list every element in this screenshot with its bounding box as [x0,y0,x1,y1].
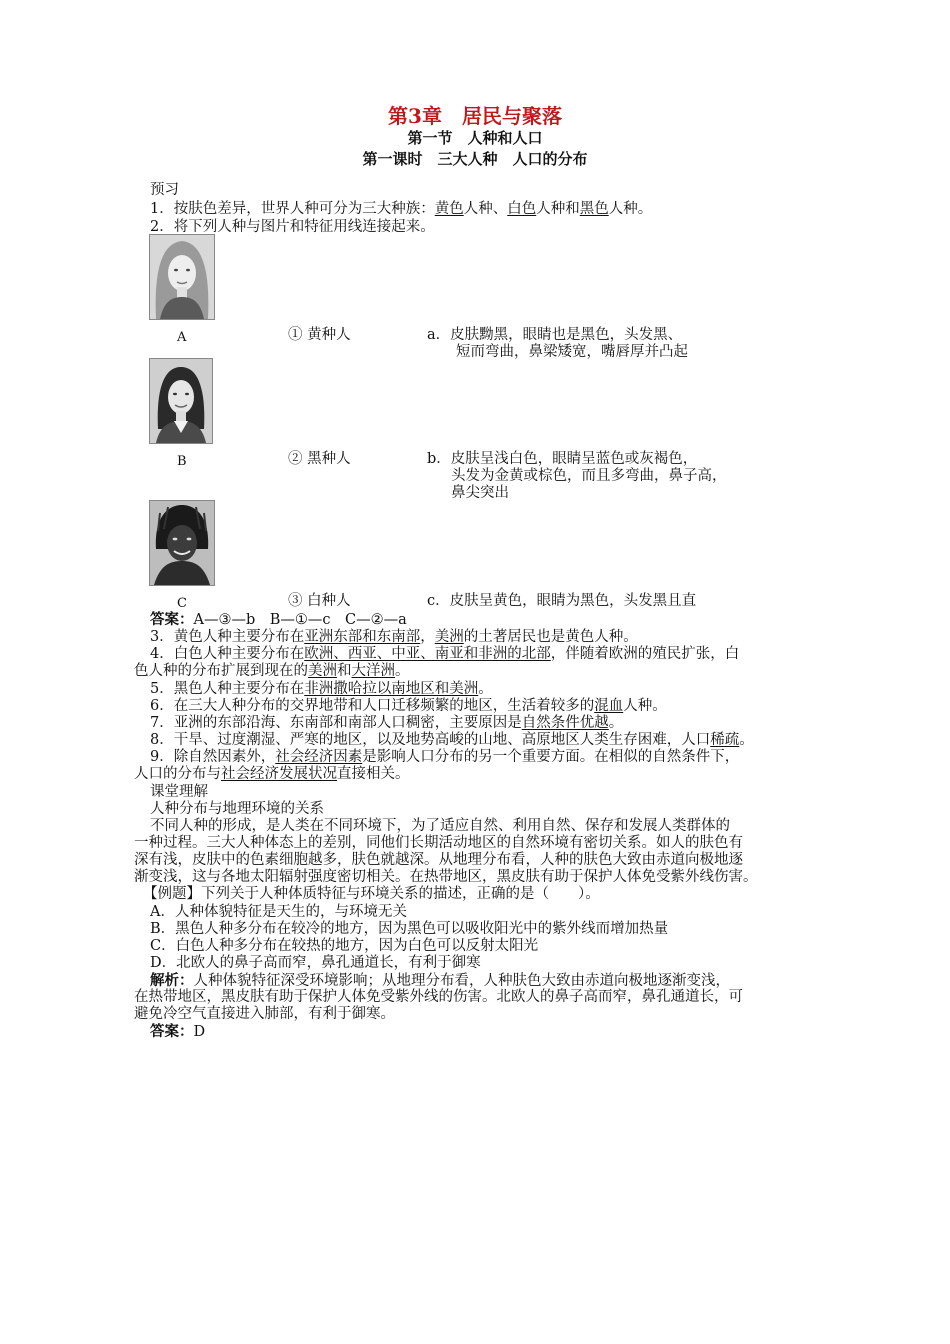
answer-blank: 亚洲东部和东南部 [304,629,421,645]
option-3: ③ 白种人 [288,593,351,609]
answer-blank: 稀疏 [710,732,740,748]
answer-blank: 美洲 [434,629,464,645]
feature-b-line3: 鼻尖突出 [451,485,509,501]
paragraph-line: 渐变浅，这与各地太阳辐射强度密切相关。在热带地区，黑皮肤有助于保护人体免受紫外线伤害。 [134,869,758,885]
q-text: 6．在三大人种分布的交界地带和人口迁移频繁的地区，生活着较多的 [150,698,595,714]
analysis-label: 解析： [150,972,194,989]
option-c: C．白色人种多分布在较热的地方，因为白色可以反射太阳光 [150,938,539,954]
q-text: 人种。 [608,201,653,217]
chapter-title: 第3章 居民与聚落 [388,104,562,128]
final-answer [150,1022,205,1042]
q-text: 直接相关。 [337,766,410,782]
answer-blank: 非洲撒哈拉以南地区和美洲 [304,681,479,697]
photo-label-a: A [177,330,187,345]
classroom-topic: 人种分布与地理环境的关系 [150,801,324,817]
preview-heading: 预习 [150,182,179,198]
answer-text: A—③—b B—①—c C—②—a [193,612,407,628]
q-text: 。 [395,663,410,679]
analysis-line: 避免冷空气直接进入肺部，有利于御寒。 [134,1006,395,1022]
analysis-line: 在热带地区，黑皮肤有助于保护人体免受紫外线的伤害。北欧人的鼻子高而窄，鼻孔通道长，可 [134,989,743,1005]
feature-b-line2: 头发为金黄或棕色，而且多弯曲，鼻子高， [451,468,727,484]
classroom-heading: 课堂理解 [150,784,208,800]
answer-blank: 自然条件优越 [521,715,609,731]
q-text: 8．干旱、过度潮湿、严寒的地区，以及地势高峻的山地、高原地区人类生存困难，人口 [150,732,711,748]
q-text: 1．按肤色差异，世界人种可分为三大种族： [150,201,435,217]
portrait-photo-a [149,234,215,320]
q-text: 。 [739,732,754,748]
q-text: 色人种的分布扩展到现在的 [134,663,308,679]
option-2: ② 黑种人 [288,451,351,467]
q-text: 人种和 [536,201,580,217]
question-1 [150,200,652,219]
answer-blank: 社会经济发展状况 [221,766,337,782]
question-4-cont [134,662,410,681]
answer-blank: 黄色 [434,201,464,217]
feature-a-line1: a．皮肤黝黑，眼睛也是黑色，头发黑、 [427,327,683,343]
answer-blank: 社会经济因素 [275,749,363,765]
paragraph-line: 不同人种的形成，是人类在不同环境下，为了适应自然、利用自然、保存和发展人类群体的 [150,818,730,834]
answer-label: 答案： [150,1023,194,1040]
feature-a-line2: 短而弯曲，鼻梁矮宽，嘴唇厚并凸起 [456,344,688,360]
answer-blank: 大洋洲 [351,663,395,679]
section-title: 第一节 人种和人口 [407,129,543,147]
option-b: B．黑色人种多分布在较冷的地方，因为黑色可以吸收阳光中的紫外线而增加热量 [150,921,669,937]
paragraph-line: 一种过程。三大人种体态上的差别，同他们长期活动地区的自然环境有密切关系。如人的肤色有 [134,835,743,851]
option-d: D．北欧人的鼻子高而窄，鼻孔通道长，有利于御寒 [150,955,481,971]
q-text: 人种、 [463,201,508,217]
q-text: 5．黑色人种主要分布在 [150,681,305,697]
portrait-photo-c [149,500,215,586]
q-text: 。 [608,715,624,731]
question-2: 2．将下列人种与图片和特征用线连接起来。 [150,219,435,235]
option-a: A．人种体貌特征是天生的，与环境无关 [150,904,407,920]
answer-blank: 美洲 [308,663,337,679]
q-text: ，伴随着欧洲的殖民扩张，白 [550,646,740,662]
q-text: 4．白色人种主要分布在 [150,646,305,662]
paragraph-line: 深有浅，皮肤中的色素细胞越多，肤色就越深。从地理分布看，人种的肤色大致由赤道向极地逐 [134,852,743,868]
q-text: 和 [337,663,352,679]
question-9-cont [134,765,410,784]
feature-c-line1: c．皮肤呈黄色，眼睛为黑色，头发黑且直 [427,593,697,609]
q-text: ， [420,629,435,645]
q-text: 9．除自然因素外， [150,749,276,765]
q-text: 人种。 [623,698,667,714]
q-text: 。 [478,681,493,697]
feature-b-line1: b．皮肤呈浅白色，眼睛呈蓝色或灰褐色， [427,451,698,467]
analysis-text: 人种体貌特征深受环境影响；从地理分布看，人种肤色大致由赤道向极地逐渐变浅， [193,973,730,989]
answer-blank: 黑色 [579,201,609,217]
answer-blank: 混血 [594,698,624,714]
photo-label-c: C [177,596,187,611]
answer-text: D [193,1024,206,1040]
answer-label: 答案： [150,611,194,628]
option-1: ① 黄种人 [288,327,351,343]
answer-blank: 白色 [507,201,537,217]
q-text: 3．黄色人种主要分布在 [150,629,305,645]
photo-label-b: B [177,454,187,469]
answer-blank: 欧洲、西亚、中亚、南亚和非洲的北部 [304,646,551,662]
portrait-photo-b [149,358,213,444]
example-question: 【例题】下列关于人种体质特征与环境关系的描述，正确的是（ ）。 [143,886,600,902]
q-text: 是影响人口分布的另一个重要方面。在相似的自然条件下， [362,749,740,765]
q-text: 人口的分布与 [134,766,221,782]
q-text: 7．亚洲的东部沿海、东南部和南部人口稠密，主要原因是 [150,715,522,731]
answer-line [150,610,407,630]
q-text: 的土著居民也是黄色人种。 [463,629,638,645]
lesson-title: 第一课时 三大人种 人口的分布 [362,150,588,168]
